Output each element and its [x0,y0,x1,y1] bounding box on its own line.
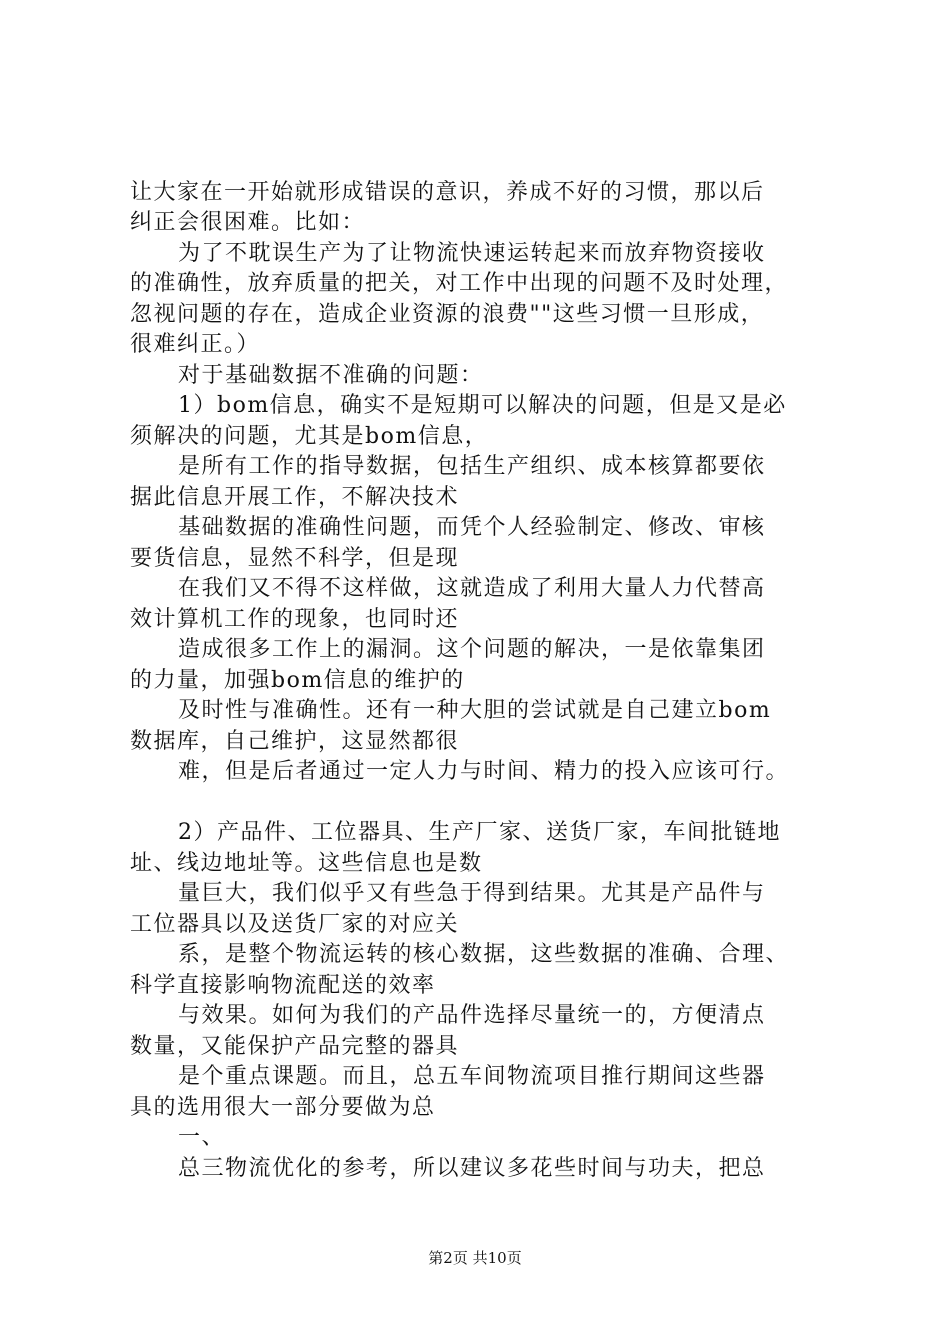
text-line: 2）产品件、工位器具、生产厂家、送货厂家，车间批链地 [178,820,781,845]
text-line: 很难纠正。） [130,332,261,357]
text-line: 系，是整个物流运转的核心数据，这些数据的准确、合理、 [178,942,790,967]
text-line: 在我们又不得不这样做，这就造成了利用大量人力代替高 [178,576,766,601]
text-line: 造成很多工作上的漏洞。这个问题的解决，一是依靠集团 [178,637,766,662]
text-line: 数量，又能保护产品完整的器具 [130,1034,460,1059]
text-line: 是个重点课题。而且，总五车间物流项目推行期间这些器 [178,1064,766,1089]
text-line: 是所有工作的指导数据，包括生产组织、成本核算都要依 [178,454,766,479]
page-footer: 第2页 共10页 [428,1249,522,1267]
text-line: 量巨大，我们似乎又有些急于得到结果。尤其是产品件与 [178,881,766,906]
text-line: 难，但是后者通过一定人力与时间、精力的投入应该可行。 [178,759,790,784]
text-line: 据此信息开展工作，不解决技术 [130,485,460,510]
text-line: 总三物流优化的参考，所以建议多花些时间与功夫，把总 [178,1156,766,1181]
text-line: 的力量，加强bom信息的维护的 [130,668,465,693]
text-line: 1）bom信息，确实不是短期可以解决的问题，但是又是必 [178,393,787,418]
text-line: 基础数据的准确性问题，而凭个人经验制定、修改、审核 [178,515,766,540]
text-line: 为了不耽误生产为了让物流快速运转起来而放弃物资接收 [178,241,766,266]
text-line: 纠正会很困难。比如： [130,210,366,235]
text-line: 要货信息，显然不科学，但是现 [130,546,460,571]
text-line: 一、 [178,1125,226,1150]
text-line: 具的选用很大一部分要做为总 [130,1095,436,1120]
text-line: 科学直接影响物流配送的效率 [130,973,436,998]
text-line: 忽视问题的存在，造成企业资源的浪费""这些习惯一旦形成， [130,302,765,327]
text-line: 须解决的问题，尤其是bom信息， [130,424,489,449]
text-line: 工位器具以及送货厂家的对应关 [130,912,460,937]
text-line: 让大家在一开始就形成错误的意识，养成不好的习惯，那以后 [130,180,765,205]
text-line: 及时性与准确性。还有一种大胆的尝试就是自己建立bom [178,698,772,723]
text-line: 址、线边地址等。这些信息也是数 [130,851,483,876]
text-line: 与效果。如何为我们的产品件选择尽量统一的，方便清点 [178,1003,766,1028]
text-line: 数据库，自己维护，这显然都很 [130,729,460,754]
text-line: 对于基础数据不准确的问题： [178,363,484,388]
text-line: 的准确性，放弃质量的把关，对工作中出现的问题不及时处理， [130,271,789,296]
text-line: 效计算机工作的现象，也同时还 [130,607,460,632]
